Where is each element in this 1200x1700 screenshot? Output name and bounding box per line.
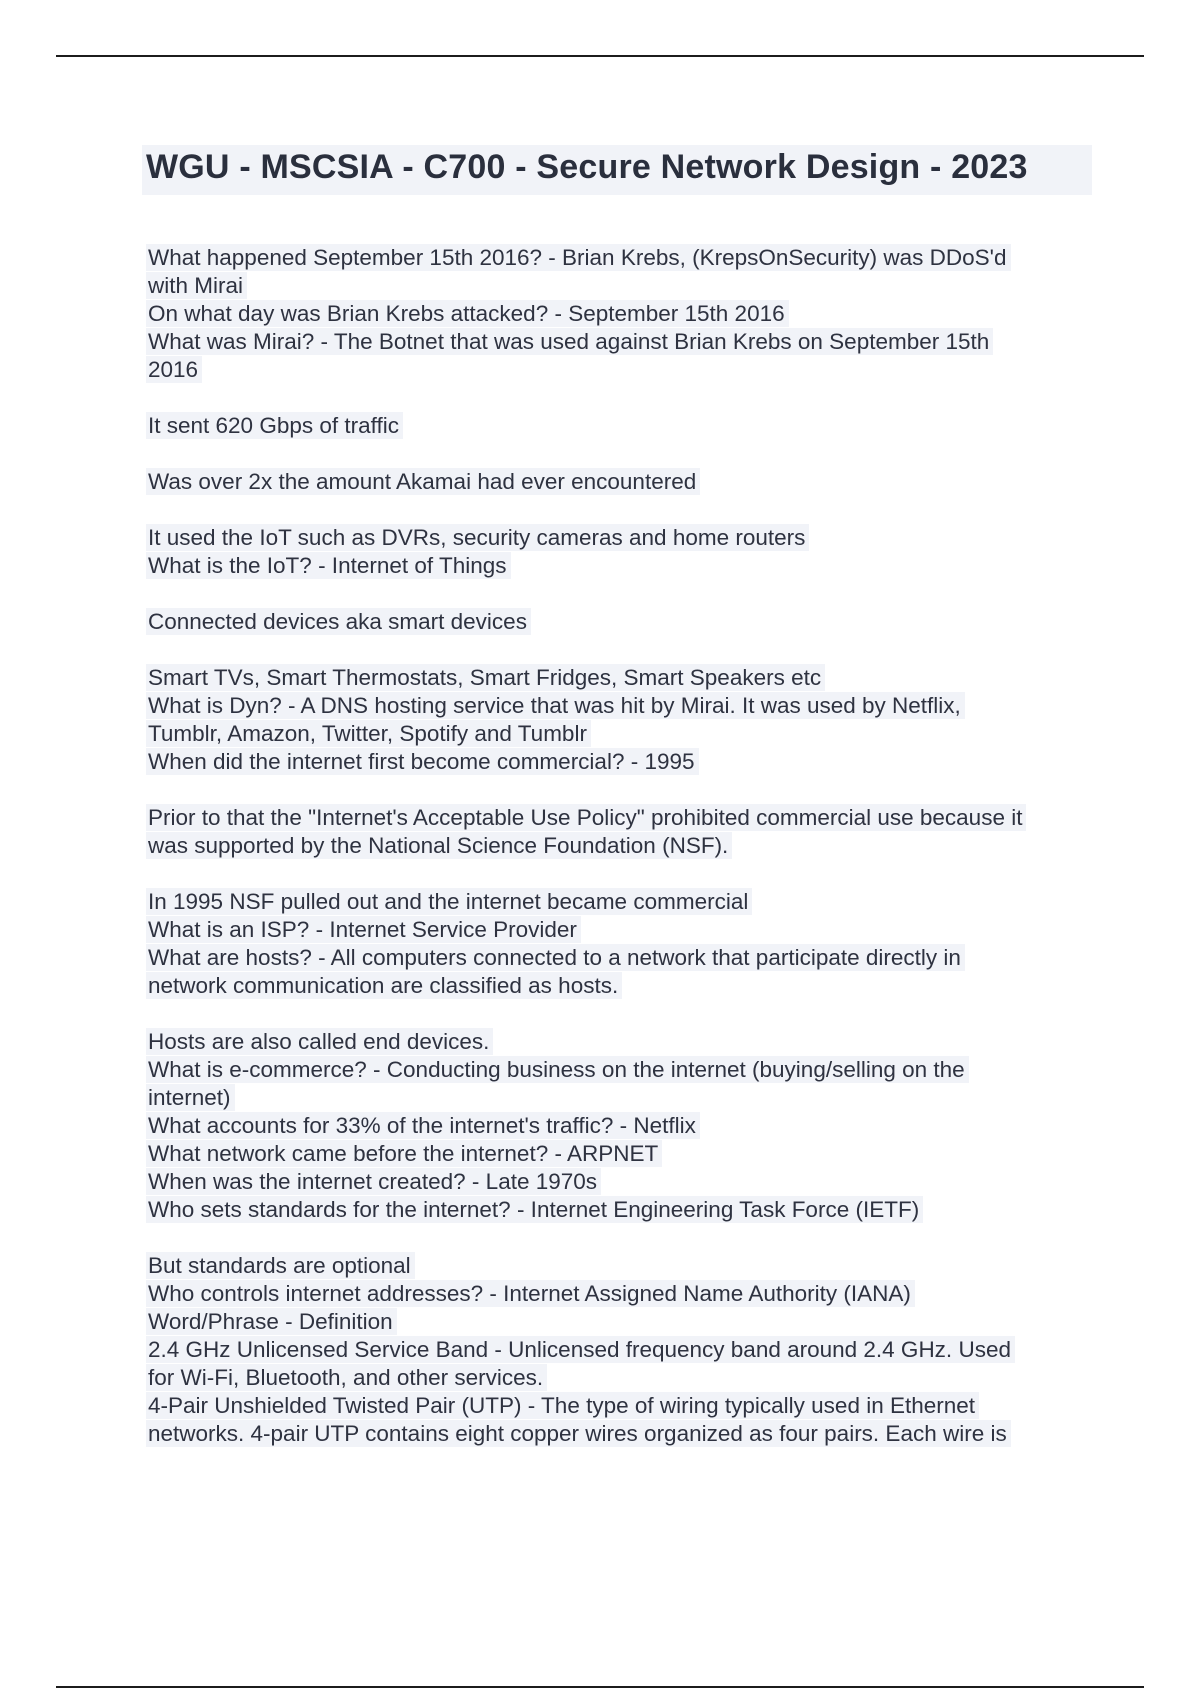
document-body — [146, 244, 1096, 1448]
text-line-content: internet) — [146, 1084, 235, 1111]
text-line-content: Smart TVs, Smart Thermostats, Smart Fridges, Smart Speakers etc — [146, 664, 825, 691]
text-line — [146, 272, 1096, 300]
text-line-content: Who sets standards for the internet? - Internet Engineering Task Force (IETF) — [146, 1196, 923, 1223]
text-line — [146, 1056, 1096, 1084]
text-line — [146, 1336, 1096, 1364]
text-line-content: What was Mirai? - The Botnet that was used against Brian Krebs on September 15th — [146, 328, 993, 355]
text-line — [146, 552, 1096, 580]
top-rule — [56, 55, 1144, 57]
text-line — [146, 412, 1096, 440]
text-line-content: Hosts are also called end devices. — [146, 1028, 493, 1055]
text-line — [146, 1364, 1096, 1392]
text-line-content: What are hosts? - All computers connected to a network that participate directly in — [146, 944, 965, 971]
text-line-content: networks. 4-pair UTP contains eight copper wires organized as four pairs. Each wire is — [146, 1420, 1011, 1447]
text-line-content: What network came before the internet? - ARPNET — [146, 1140, 662, 1167]
text-line-content: When did the internet first become commercial? - 1995 — [146, 748, 699, 775]
text-line-content: was supported by the National Science Foundation (NSF). — [146, 832, 732, 859]
text-line — [146, 300, 1096, 328]
text-line-content: What is an ISP? - Internet Service Provider — [146, 916, 581, 943]
text-line-content: 4-Pair Unshielded Twisted Pair (UTP) - The type of wiring typically used in Ethernet — [146, 1392, 979, 1419]
text-line-content: But standards are optional — [146, 1252, 415, 1279]
text-line — [146, 1084, 1096, 1112]
paragraph-gap — [146, 1000, 1096, 1028]
text-line — [146, 1028, 1096, 1056]
text-line — [146, 664, 1096, 692]
text-line-content: It sent 620 Gbps of traffic — [146, 412, 403, 439]
text-line-content: What happened September 15th 2016? - Brian Krebs, (KrepsOnSecurity) was DDoS'd — [146, 244, 1011, 271]
paragraph-gap — [146, 496, 1096, 524]
text-line-content: It used the IoT such as DVRs, security cameras and home routers — [146, 524, 809, 551]
paragraph-gap — [146, 1224, 1096, 1252]
text-line — [146, 692, 1096, 720]
text-line-content: On what day was Brian Krebs attacked? - September 15th 2016 — [146, 300, 789, 327]
text-line — [146, 1420, 1096, 1448]
text-line-content: Prior to that the "Internet's Acceptable Use Policy" prohibited commercial use because it — [146, 804, 1026, 831]
text-line-content: When was the internet created? - Late 1970s — [146, 1168, 601, 1195]
text-line-content: 2016 — [146, 356, 202, 383]
paragraph-gap — [146, 440, 1096, 468]
text-line-content: 2.4 GHz Unlicensed Service Band - Unlicensed frequency band around 2.4 GHz. Used — [146, 1336, 1015, 1363]
paragraph-gap — [146, 384, 1096, 412]
document-title: WGU - MSCSIA - C700 - Secure Network Design - 2023 — [146, 148, 1028, 186]
text-line-content: for Wi-Fi, Bluetooth, and other services. — [146, 1364, 547, 1391]
text-line-content: with Mirai — [146, 272, 247, 299]
text-line — [146, 720, 1096, 748]
text-line — [146, 244, 1096, 272]
text-line — [146, 1168, 1096, 1196]
text-line — [146, 1252, 1096, 1280]
text-line-content: In 1995 NSF pulled out and the internet became commercial — [146, 888, 752, 915]
text-line — [146, 524, 1096, 552]
text-line — [146, 468, 1096, 496]
text-line — [146, 356, 1096, 384]
text-line — [146, 1392, 1096, 1420]
paragraph-gap — [146, 860, 1096, 888]
text-line — [146, 1196, 1096, 1224]
text-line-content: Who controls internet addresses? - Internet Assigned Name Authority (IANA) — [146, 1280, 915, 1307]
text-line-content: What is Dyn? - A DNS hosting service that was hit by Mirai. It was used by Netflix, — [146, 692, 965, 719]
text-line — [146, 888, 1096, 916]
text-line-content: Connected devices aka smart devices — [146, 608, 531, 635]
paragraph-gap — [146, 776, 1096, 804]
text-line-content: network communication are classified as hosts. — [146, 972, 622, 999]
paragraph-gap — [146, 580, 1096, 608]
text-line — [146, 1280, 1096, 1308]
text-line — [146, 832, 1096, 860]
text-line — [146, 804, 1096, 832]
text-line — [146, 748, 1096, 776]
text-line-content: What is the IoT? - Internet of Things — [146, 552, 511, 579]
text-line-content: Was over 2x the amount Akamai had ever encountered — [146, 468, 700, 495]
text-line — [146, 972, 1096, 1000]
text-line-content: Word/Phrase - Definition — [146, 1308, 397, 1335]
text-line — [146, 328, 1096, 356]
bottom-rule — [56, 1686, 1144, 1688]
text-line — [146, 1112, 1096, 1140]
text-line — [146, 608, 1096, 636]
text-line — [146, 1140, 1096, 1168]
text-line — [146, 916, 1096, 944]
text-line — [146, 1308, 1096, 1336]
paragraph-gap — [146, 636, 1096, 664]
text-line-content: What accounts for 33% of the internet's traffic? - Netflix — [146, 1112, 700, 1139]
text-line-content: Tumblr, Amazon, Twitter, Spotify and Tumblr — [146, 720, 591, 747]
text-line-content: What is e-commerce? - Conducting business on the internet (buying/selling on the — [146, 1056, 969, 1083]
text-line — [146, 944, 1096, 972]
